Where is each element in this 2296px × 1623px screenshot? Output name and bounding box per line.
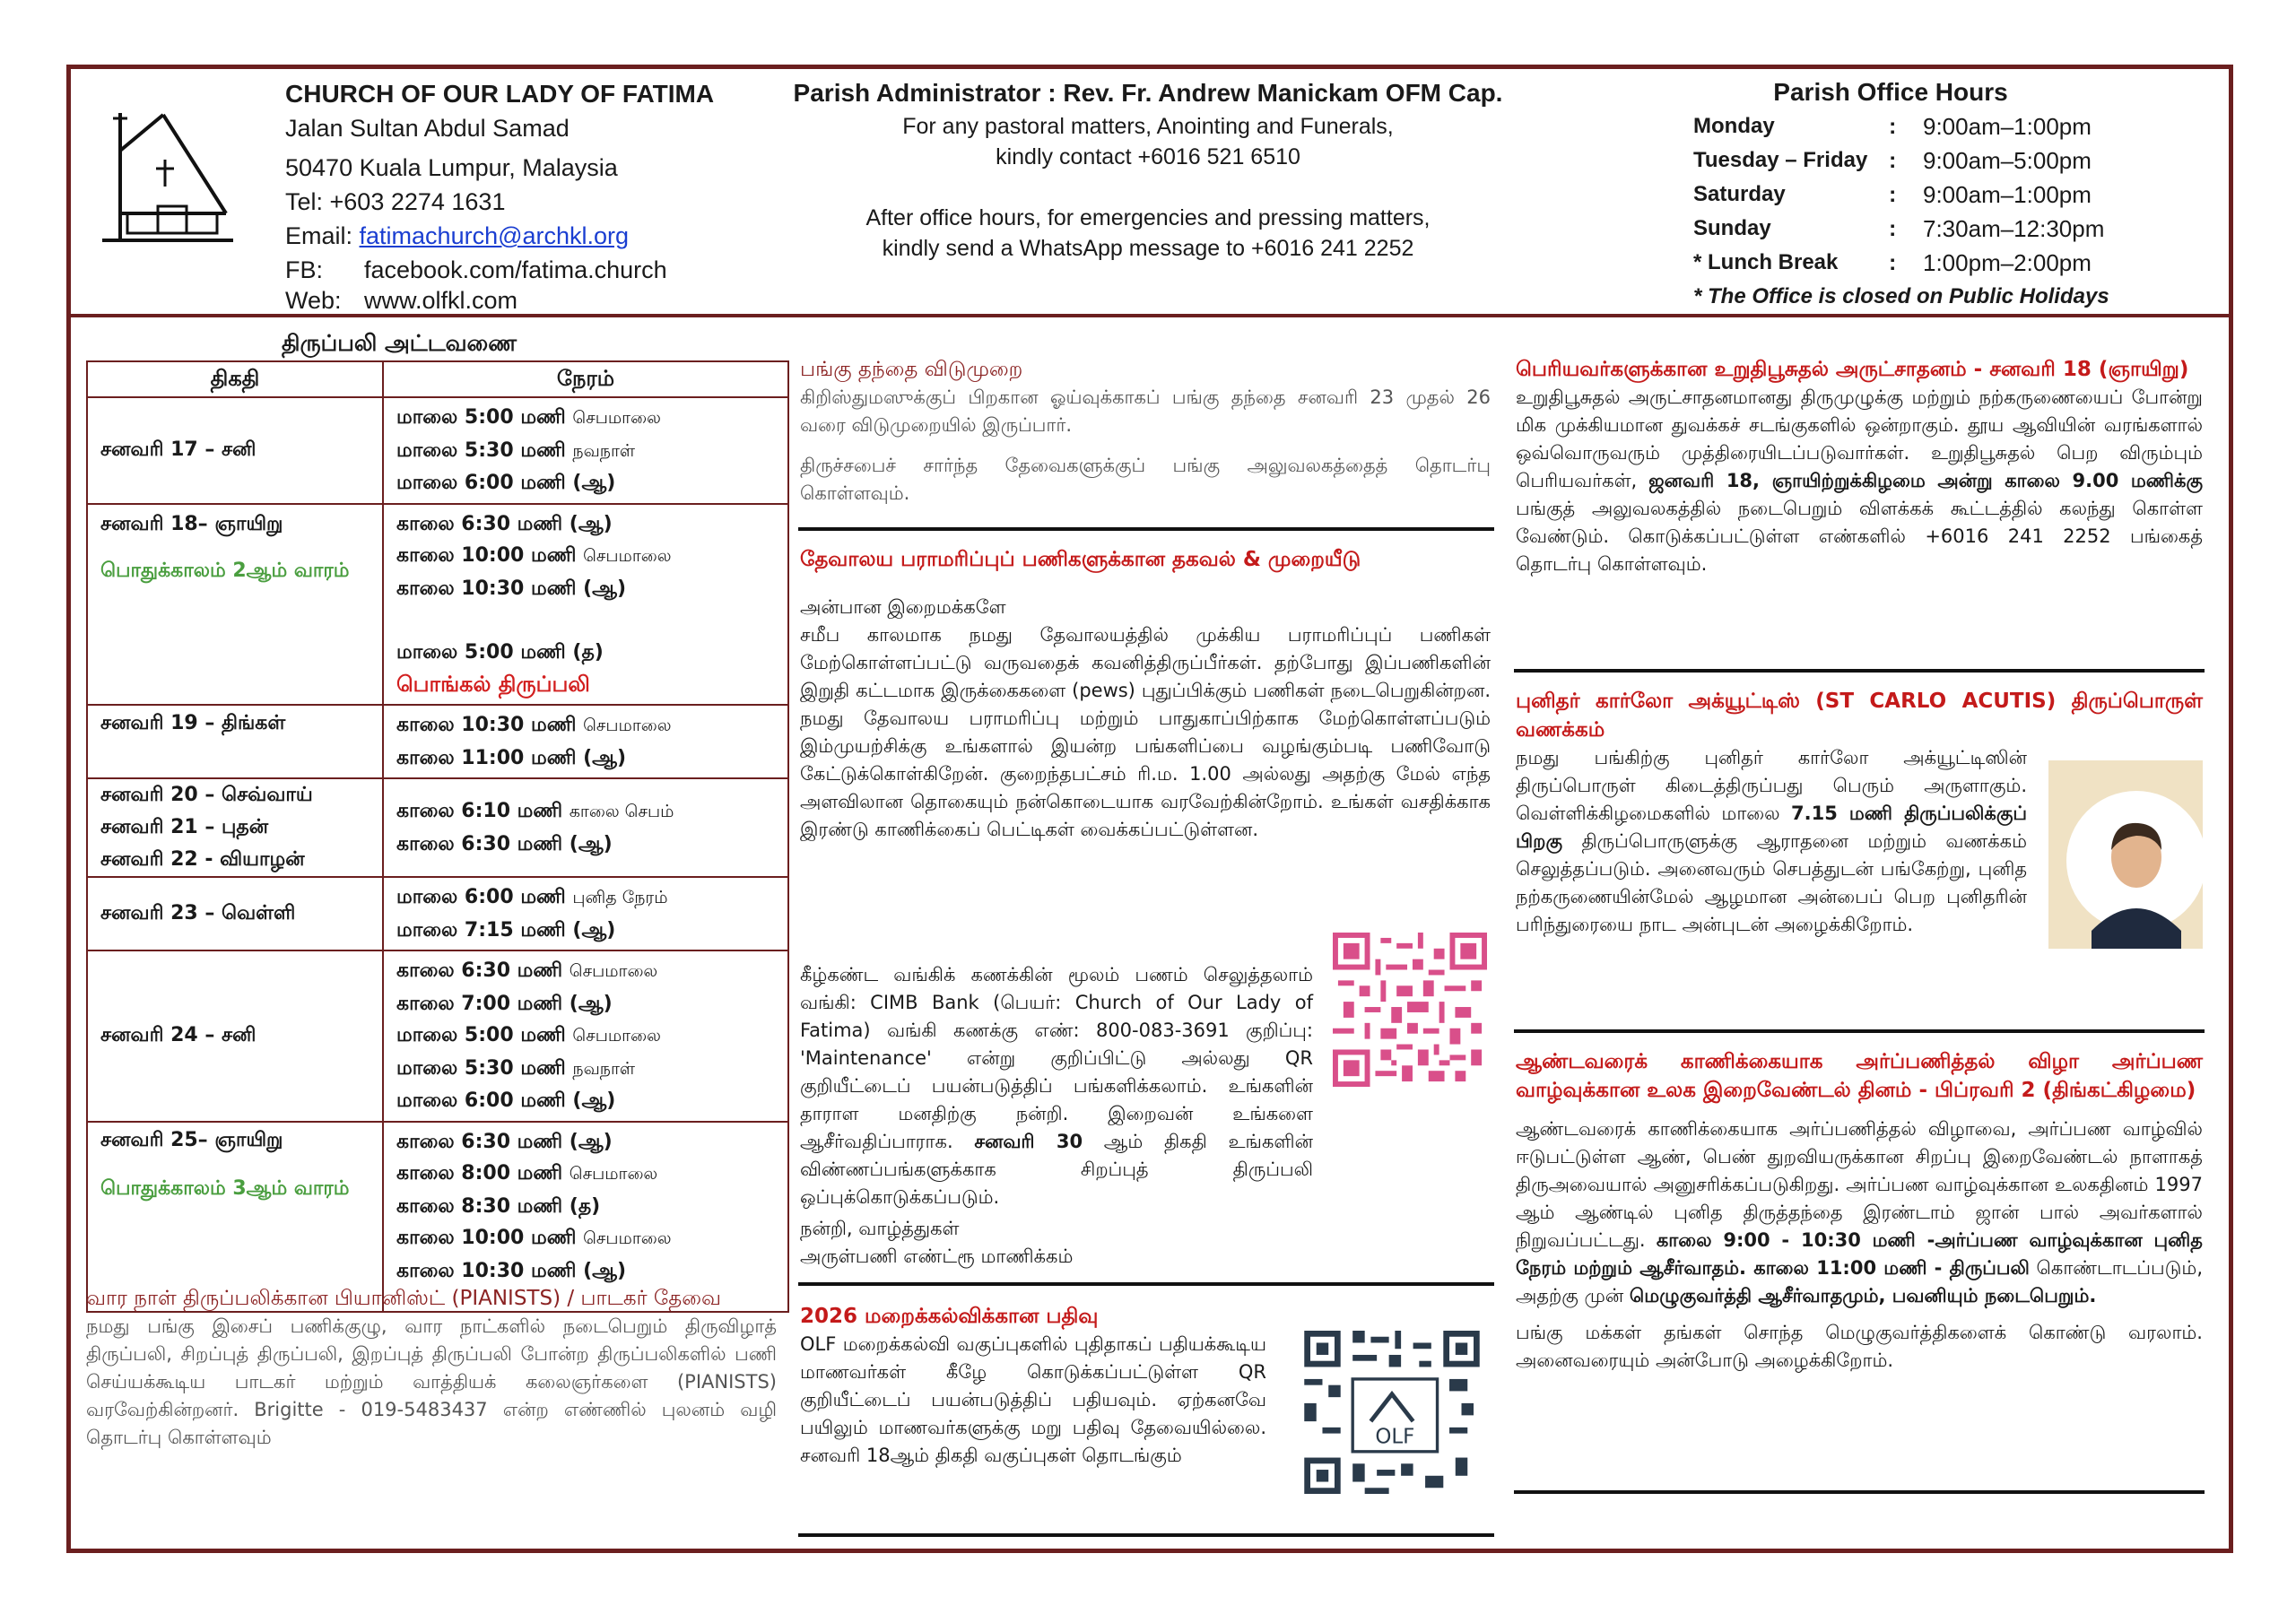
section-divider (1514, 1029, 2205, 1033)
maintenance-bank-text: கீழ்கண்ட வங்கிக் கணக்கின் மூலம் பணம் செலுத்தலாம் வங்கி: CIMB Bank (பெயர்: Church of Our Lady of Fatima) வங்கி கணக்கு எண்: 800-083-3691 குறிப்பு: 'Maintenance' என்று குறிப்பிட்டு அல்லது QR குறியீட்டைப் பயன்படுத்திப் பங்களிக்கலாம். உங்களின் தாராள மனதிற்கு நன்றி. இறைவன் உங்களை ஆசீர்வதிப்பாராக. சனவரி 30 ஆம் திகதி உங்களின் விண்ணப்பங்களுக்காக சிறப்புத் திருப்பலி ஒப்புக்கொடுக்கப்படும். (800, 964, 1313, 1208)
pianists-body: நமது பங்கு இசைப் பணிக்குழு, வார நாட்களில் நடைபெறும் திருவிழாத் திருப்பலி, சிறப்புத் திருப்பலி, இறப்புத் திருப்பலி போன்ற திருப்பலிகளில் பணி செய்யக்கூடிய பாடகர் மற்றும் வாத்தியக் கலைஞர்களை (PIANISTS) வரவேற்கின்றனர். Brigitte - 019-5483437 என்ற எண்ணில் புலனம் வழி தொடர்பு கொள்ளவும் (86, 1315, 777, 1448)
website-url: www.olfkl.com (364, 287, 518, 314)
section-divider (1514, 669, 2205, 673)
leave-title: பங்கு தந்தை விடுமுறை (800, 358, 1023, 381)
maintenance-title: தேவாலய பராமரிப்புப் பணிகளுக்கான தகவல் & முறையீடு (800, 548, 1361, 571)
carlo-acutis-notice (1516, 687, 2203, 744)
table-row: சனவரி 20 – செவ்வாய் சனவரி 21 – புதன் சனவரி 22 - வியாழன் காலை 6:10 மணி காலை செபம் காலை 6:30 மணி (ஆ) (87, 778, 788, 877)
carlo-acutis-body: நமது பங்கிற்கு புனிதர் கார்லோ அக்யூட்டிஸின் திருப்பொருள் கிடைத்திருப்பது பெரும் அருளாகும். வெள்ளிக்கிழமைகளில் மாலை 7.15 மணி திருப்பலிக்குப் பிறகு திருப்பொருளுக்கு ஆராதனை மற்றும் வணக்கம் செலுத்தப்படும். அனைவரும் செபத்துடன் பங்கேற்று, புனித நற்கருணையின்மேல் ஆழமான அன்பைப் பெற புனிதரின் பரிந்துரையை நாட அன்புடன் அழைக்கிறோம். (1516, 747, 2027, 935)
office-hours-row: Monday : 9:00am–1:00pm (1693, 113, 2092, 140)
confirmation-body: உறுதிபூசுதல் அருட்சாதனமானது திருமுழுக்கு மற்றும் நற்கருணையைப் போன்று மிக முக்கியமான துவக்கச் சடங்குகளில் ஒன்றாகும். தூய ஆவியின் வரங்களால் ஒவ்வொருவரும் முத்திரையிடப்படுவார்கள். உறுதிபூசுதல் பெற விரும்பும் பெரியவர்கள், ஜனவரி 18, ஞாயிற்றுக்கிழமை அன்று காலை 9.00 மணிக்கு பங்குத் அலுவலகத்தில் நடைபெறும் விளக்கக் கூட்டத்தில் கலந்து கொள்ள வேண்டும். கொடுக்கப்பட்டுள்ள எண்களில் +6016 241 2252 பங்கைத் தொடர்பு கொள்ளவும். (1516, 386, 2203, 575)
admin-line-2: kindly contact +6016 521 6510 (996, 144, 1300, 169)
office-hours-row: Sunday : 7:30am–12:30pm (1693, 215, 2105, 242)
office-hours-row: Tuesday – Friday : 9:00am–5:00pm (1693, 147, 2092, 174)
church-contact-block (285, 77, 714, 317)
qr-logo-text: OLF (1375, 1425, 1415, 1449)
leave-body-2: திருச்சபைச் சார்ந்த தேவைகளுக்குப் பங்கு அலுவலகத்தைத் தொடர்பு கொள்ளவும். (800, 455, 1491, 504)
table-row: சனவரி 18– ஞாயிறு பொதுக்காலம் 2ஆம் வாரம் காலை 6:30 மணி (ஆ) காலை 10:00 மணி செபமாலை காலை 10:30 மணி (ஆ) மாலை 5:00 மணி (த) பொங்கல் திருப்பலி (87, 504, 788, 706)
email-link[interactable]: fatimachurch@archkl.org (359, 222, 630, 249)
admin-line-3: After office hours, for emergencies and pressing matters, (865, 205, 1431, 230)
table-row: சனவரி 23 – வெள்ளி மாலை 6:00 மணி புனித நேரம் மாலை 7:15 மணி (ஆ) (87, 877, 788, 950)
facebook-url: facebook.com/fatima.church (364, 256, 667, 283)
maintenance-signature: அருள்பணி எண்ட்ரூ மாணிக்கம் (800, 1245, 1074, 1267)
maintenance-greeting: அன்பான இறைமக்களே (800, 596, 1006, 618)
leave-body-1: கிறிஸ்துமஸுக்குப் பிறகான ஓய்வுக்காகப் பங்கு தந்தை சனவரி 23 முதல் 26 வரை விடுமுறையில் இருப்பார். (800, 386, 1491, 436)
church-logo-icon (100, 106, 235, 258)
pianists-title: வார நாள் திருப்பலிக்கான பியானிஸ்ட் (PIANISTS) / பாடகர் தேவை (86, 1287, 721, 1310)
table-row: சனவரி 19 – திங்கள் காலை 10:30 மணி செபமாலை காலை 11:00 மணி (ஆ) (87, 705, 788, 778)
maintenance-thanks: நன்றி, வாழ்த்துகள் (800, 1218, 960, 1239)
maintenance-body-1: சமீப காலமாக நமது தேவாலயத்தில் முக்கிய பராமரிப்புப் பணிகள் மேற்கொள்ளப்பட்டு வருவதைக் கவனித்திருப்பீர்கள். தற்போது இப்பணிகளின் இறுதி கட்டமாக இருக்கைகளை (pews) புதுப்பிக்கும் பணிகள் நடைபெறுகின்றன. நமது தேவாலய பராமரிப்பு மற்றும் பாதுகாப்பிற்காக மேற்கொள்ளப்படும் இம்முயற்சிக்கு உங்களால் இயன்ற பங்களிப்பை வழங்கும்படி பணிவோடு கேட்டுக்கொள்கிறேன். குறைந்தபட்சம் ரி.ம. 1.00 அல்லது அதற்கு மேல் எந்த அளவிலான தொகையும் நன்கொடையாக வரவேற்கின்றோம். உங்கள் வசதிக்காக இரண்டு காணிக்கைப் பெட்டிகள் வைக்கப்பட்டுள்ளன. (800, 624, 1491, 840)
admin-line-1: For any pastoral matters, Anointing and Funerals, (902, 114, 1394, 139)
saint-portrait-image (2048, 760, 2203, 949)
office-hours-title: Parish Office Hours (1773, 78, 2008, 106)
priest-leave-notice (800, 355, 1491, 508)
office-closed-note: * The Office is closed on Public Holidays (1693, 284, 2109, 308)
column-header-time: நேரம் (383, 361, 788, 397)
section-divider (798, 527, 1494, 531)
presentation-body-2: பங்கு மக்கள் தங்கள் சொந்த மெழுகுவர்த்திகளைக் கொண்டு வரலாம். அனைவரையும் அன்போடு அழைக்கிறோம். (1516, 1322, 2203, 1371)
admin-line-4: kindly send a WhatsApp message to +6016 241 2252 (882, 236, 1414, 261)
liturgical-week-note: பொதுக்காலம் 3ஆம் வாரம் (100, 1176, 350, 1200)
mass-schedule-table (86, 360, 789, 1313)
section-divider (1514, 1490, 2205, 1494)
table-row: சனவரி 25– ஞாயிறு பொதுக்காலம் 3ஆம் வாரம் காலை 6:30 மணி (ஆ) காலை 8:00 மணி செபமாலை காலை 8:30 மணி (த) காலை 10:00 மணி செபமாலை காலை 10:30 மணி (ஆ) (87, 1122, 788, 1312)
maintenance-signoff (800, 1215, 1491, 1271)
administrator-title: Parish Administrator : Rev. Fr. Andrew Manickam OFM Cap. (793, 79, 1503, 107)
pongal-mass-label: பொங்கல் திருப்பலி (396, 671, 590, 697)
table-header-row (87, 361, 788, 397)
email-label: Email: (285, 222, 353, 249)
catechism-title: 2026 மறைக்கல்விக்கான பதிவு (800, 1305, 1099, 1328)
web-label: Web: (285, 287, 342, 314)
maintenance-notice (800, 545, 1491, 844)
pianists-notice (86, 1284, 777, 1452)
office-hours-row: Saturday : 9:00am–1:00pm (1693, 181, 2092, 208)
table-row: சனவரி 24 – சனி காலை 6:30 மணி செபமாலை காலை 7:00 மணி (ஆ) மாலை 5:00 மணி செபமாலை மாலை 5:30 மணி நவநாள் மாலை 6:00 மணி (ஆ) (87, 950, 788, 1122)
address-line-2: 50470 Kuala Lumpur, Malaysia (285, 154, 618, 181)
carlo-acutis-title: புனிதர் கார்லோ அக்யூட்டிஸ் (ST CARLO ACUTIS) திருப்பொருள் வணக்கம் (1516, 690, 2203, 742)
confirmation-notice (1516, 355, 2203, 578)
fb-label: FB: (285, 256, 324, 283)
presentation-feast-notice (1516, 1047, 2203, 1375)
catechism-notice (800, 1302, 1266, 1470)
catechism-body: OLF மறைக்கல்வி வகுப்புகளில் புதிதாகப் பதியக்கூடிய மாணவர்கள் கீழே கொடுக்கப்பட்டுள்ள QR குறியீட்டைப் பயன்படுத்திப் பதியவும். ஏற்கனவே பயிலும் மாணவர்களுக்கு மறு பதிவு தேவையில்லை. சனவரி 18ஆம் திகதி வகுப்புகள் தொடங்கும் (800, 1333, 1266, 1466)
table-row: சனவரி 17 – சனி மாலை 5:00 மணி செபமாலை மாலை 5:30 மணி நவநாள் மாலை 6:00 மணி (ஆ) (87, 397, 788, 504)
presentation-title: ஆண்டவரைக் காணிக்கையாக அர்ப்பணித்தல் விழா அர்ப்பண வாழ்வுக்கான உலக இறைவேண்டல் தினம் - பிப்ரவரி 2 (திங்கட்கிழமை) (1516, 1050, 2203, 1102)
mass-schedule-title: திருப்பலி அட்டவணை (282, 330, 517, 356)
church-name: CHURCH OF OUR LADY OF FATIMA (285, 80, 715, 108)
maintenance-qr-code[interactable] (1333, 933, 1487, 1087)
section-divider (798, 1533, 1494, 1537)
liturgical-week-note: பொதுக்காலம் 2ஆம் வாரம் (100, 559, 350, 582)
office-hours-block (1693, 75, 2196, 314)
administrator-block (789, 75, 1507, 264)
section-divider (798, 1282, 1494, 1286)
address-line-1: Jalan Sultan Abdul Samad (285, 115, 570, 142)
telephone: Tel: +603 2274 1631 (285, 188, 506, 215)
column-header-date: திகதி (87, 361, 383, 397)
office-hours-row: * Lunch Break : 1:00pm–2:00pm (1693, 249, 2092, 276)
confirmation-title: பெரியவர்களுக்கான உறுதிபூசுதல் அருட்சாதனம் - சனவரி 18 (ஞாயிறு) (1516, 358, 2189, 381)
presentation-body-1: ஆண்டவரைக் காணிக்கையாக அர்ப்பணித்தல் விழாவை, அர்ப்பண வாழ்வில் ஈடுபட்டுள்ள ஆண், பெண் துறவியருக்கான சிறப்பு இறைவேண்டல் நாளாகத் திருஅவையால் அனுசரிக்கப்படுகிறது. அர்ப்பண வாழ்வுக்கான உலகதினம் 1997 ஆம் ஆண்டில் புனித திருத்தந்தை இரண்டாம் ஜான் பால் அவர்களால் நிறுவப்பட்டது. காலை 9:00 - 10:30 மணி -அர்ப்பண வாழ்வுக்கான புனித நேரம் மற்றும் ஆசீர்வாதம். காலை 11:00 மணி - திருப்பலி கொண்டாடப்படும், அதற்கு முன் மெழுகுவர்த்தி ஆசீர்வாதமும், பவனியும் நடைபெறும். (1516, 1118, 2203, 1306)
catechism-qr-code[interactable] (1304, 1331, 1480, 1494)
